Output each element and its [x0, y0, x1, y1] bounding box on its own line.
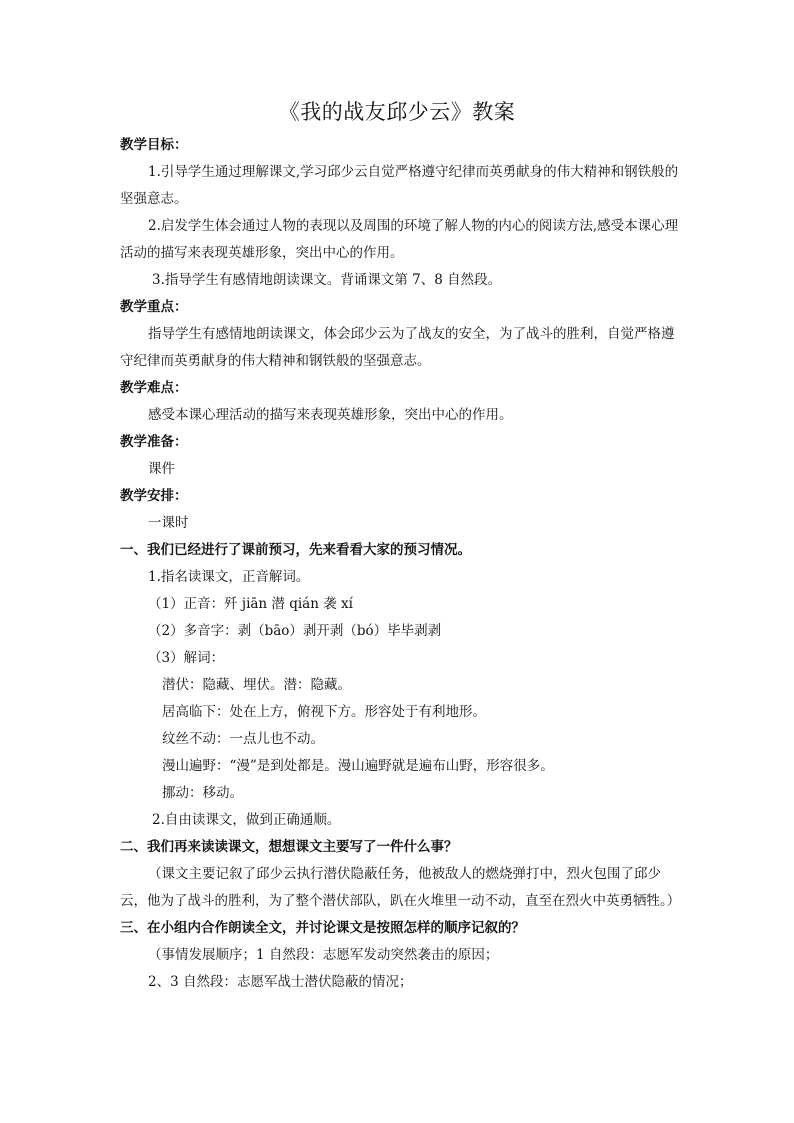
prep-heading: 教学准备： [120, 434, 188, 450]
goals-heading: 教学目标： [120, 137, 188, 153]
section3-line1: （事情发展顺序；1 自然段：志愿军发动突然袭击的原因； [148, 947, 499, 963]
goal-item-3: 3.指导学生有感情地朗读课文。背诵课文第 7、8 自然段。 [152, 272, 502, 288]
vocab-item: 漫山遍野：“漫”是到处都是。漫山遍野就是遍布山野，形容很多。 [162, 758, 554, 774]
difficulties-heading: 教学难点： [120, 380, 188, 396]
vocab-item: 挪动：移动。 [162, 785, 243, 801]
arrangement-heading: 教学安排： [120, 488, 188, 504]
vocab-item: 居高临下：处在上方，俯视下方。形容处于有利地形。 [162, 704, 486, 720]
key-points-heading: 教学重点： [120, 299, 188, 315]
section2-answer: （课文主要记叙了邱少云执行潜伏隐蔽任务，他被敌人的燃烧弹打中，烈火包围了邱少云，他为了战斗的胜利，为了整个潜伏部队，趴在火堆里一动不动，直至在烈火中英勇牺牲。） [120, 866, 681, 909]
vocab-item: 潜伏：隐藏、埋伏。潜：隐藏。 [162, 677, 351, 693]
section1-heading: 一、我们已经进行了课前预习，先来看看大家的预习情况。 [120, 542, 471, 558]
goal-item-2: 2.启发学生体会通过人物的表现以及周围的环境了解人物的内心的阅读方法,感受本课心理活动的描写来表现英雄形象，突出中心的作用。 [120, 218, 679, 261]
section1-pronunciation: （1）正音：歼 jiān 潜 qián 袭 xí [148, 596, 353, 612]
section3-heading: 三、在小组内合作朗读全文，并讨论课文是按照怎样的顺序记叙的？ [120, 920, 525, 936]
document-body [120, 132, 680, 996]
section1-vocab-heading: （3）解词： [148, 650, 225, 666]
section3-line2: 2、3 自然段：志愿军战士潜伏隐蔽的情况； [148, 974, 413, 990]
arrangement-text: 一课时 [148, 515, 189, 531]
goal-item-1: 1.引导学生通过理解课文,学习邱少云自觉严格遵守纪律而英勇献身的伟大精神和钢铁般的坚强意志。 [120, 164, 679, 207]
section1-sub1: 1.指名读课文，正音解词。 [148, 569, 310, 585]
page-title: 《我的战友邱少云》教案 [278, 100, 516, 124]
section2-heading: 二、我们再来读读课文，想想课文主要写了一件什么事？ [120, 839, 458, 855]
section1-sub2: 2.自由读课文，做到正确通顺。 [152, 812, 341, 828]
difficulties-text: 感受本课心理活动的描写来表现英雄形象，突出中心的作用。 [148, 407, 513, 423]
key-points-text: 指导学生有感情地朗读课文，体会邱少云为了战友的安全，为了战斗的胜利，自觉严格遵守纪律而英勇献身的伟大精神和钢铁般的坚强意志。 [120, 326, 675, 369]
section1-polyphones: （2）多音字：剥（bāo）剥开剥（bó）毕毕剥剥 [148, 623, 442, 639]
vocab-item: 纹丝不动：一点儿也不动。 [162, 731, 324, 747]
prep-text: 课件 [148, 461, 175, 477]
